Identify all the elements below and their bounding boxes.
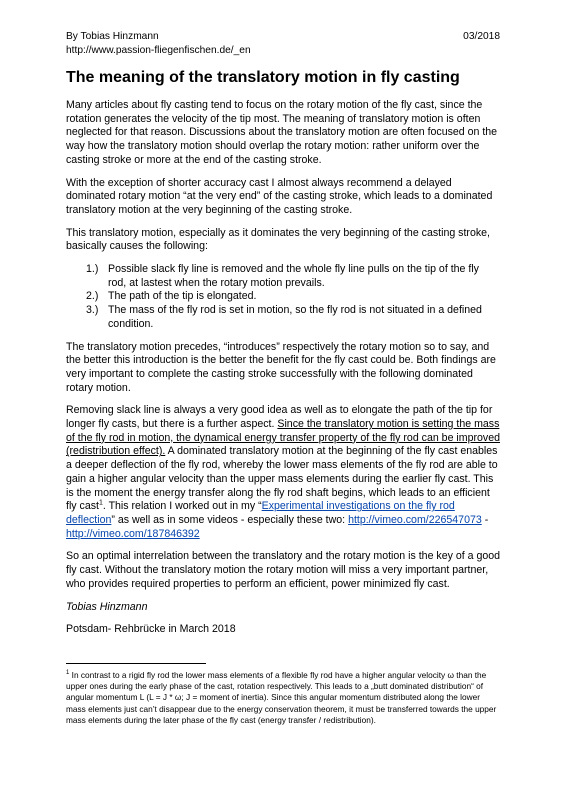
- footnote-mark: 1: [66, 670, 70, 677]
- paragraph-5: [66, 404, 500, 541]
- list-item: [86, 304, 500, 331]
- footnote: [66, 670, 500, 726]
- paragraph-4: The translatory motion precedes, “introduces” respectively the rotary motion so to say, and the better this introduction is the better the benefit for the fly cast could be. Both findings are very important to complete the casting stroke successfully with the following dominated rotary motion.: [66, 340, 496, 394]
- paragraph-5-text: ” as well as in some videos - especially these two:: [111, 513, 349, 526]
- list-item: [86, 263, 500, 290]
- paragraph-5-text: -: [481, 513, 489, 526]
- document-header: [66, 30, 500, 58]
- list-item-number: 2.): [86, 290, 99, 303]
- list-item-text: Possible slack fly line is removed and the whole fly line pulls on the tip of the fly rod, at lastest when the rotary motion prevails.: [108, 263, 479, 289]
- footnote-reference[interactable]: 1: [98, 499, 103, 507]
- paragraph-5-text: Removing slack line is always a very good idea as well as to elongate the path of the tip for longer fly casts, but there is a further aspect.: [66, 404, 493, 431]
- place-date-line: Potsdam- Rehbrücke in March 2018: [66, 623, 236, 636]
- list-item-text: The path of the tip is elongated.: [108, 290, 257, 303]
- paragraph-2: With the exception of shorter accuracy cast I almost always recommend a delayed dominated rotary motion “at the very end” of the casting stroke, which leads to a dominated translatory motion at the very beginning of the casting stroke.: [66, 176, 493, 216]
- page-title: The meaning of the translatory motion in fly casting: [66, 69, 460, 86]
- author-line: By Tobias Hinzmann: [66, 31, 159, 42]
- underlined-statement: Since the translatory motion is setting the mass of the fly rod in motion, the dynamical energy transfer property of the fly rod can be improved (redistribution effect).: [66, 418, 500, 458]
- paragraph-1: Many articles about fly casting tend to focus on the rotary motion of the fly cast, since the rotation generates the velocity of the tip most. The meaning of translatory motion is often neglected for that reason. Discussions about the translatory motion are often focused on the way how the translatory motion should overlap the rotary motion: rather uniform over the casting stroke or more at the end of the casting stroke.: [66, 99, 498, 166]
- paragraph-5-text: . This relation I worked out in my “: [102, 500, 262, 513]
- paragraph-6: So an optimal interrelation between the translatory and the rotary motion is the key of a good fly cast. Without the translatory motion the rotary motion will miss a very important partner, who provides required properties to perform an efficient, power minimized fly cast.: [66, 550, 501, 590]
- signature: Tobias Hinzmann: [66, 600, 148, 613]
- paragraph-3: This translatory motion, especially as it dominates the very beginning of the casting stroke, basically causes the following:: [66, 226, 490, 253]
- list-item-number: 3.): [86, 304, 99, 317]
- website-url: http://www.passion-fliegenfischen.de/_en: [66, 45, 251, 56]
- effects-list: [66, 263, 500, 332]
- footnote-text: In contrast to a rigid fly rod the lower mass elements of a flexible fly rod have a higher angular velocity ω than the upper ones during the early phase of the cast, rotation respectively. This leads to a „butt dominated distribution“ of angular momentum L (L = J * ω; J = moment of inertia). Since this angular momentum distributed along the lower mass elements just can’t disappear due to the energy conservation theorem, it must be transferred towards the upper mass elements during the later phase of the fly cast (energy transfer / redistribution).: [66, 669, 497, 725]
- list-item-text: The mass of the fly rod is set in motion, so the fly rod is not situated in a defined condition.: [108, 304, 482, 330]
- paragraph-5-text: A dominated translatory motion at the beginning of the fly cast enables a deeper deflection of the fly rod, whereby the lower mass elements of the fly rod are able to gain a higher angular velocity than the upper mass elements during the earlier fly cast. This is the moment the energy transfer along the fly rod shaft begins, which leads to an efficient fly cast: [66, 445, 498, 513]
- list-item-number: 1.): [86, 263, 99, 276]
- vimeo-link-2[interactable]: http://vimeo.com/187846392: [66, 527, 200, 540]
- list-item: [86, 290, 500, 304]
- vimeo-link-1[interactable]: http://vimeo.com/226547073: [348, 513, 482, 526]
- footnote-divider: [66, 663, 206, 664]
- investigation-link[interactable]: Experimental investigations on the fly rod deflection: [66, 500, 455, 526]
- document-date: 03/2018: [463, 31, 500, 42]
